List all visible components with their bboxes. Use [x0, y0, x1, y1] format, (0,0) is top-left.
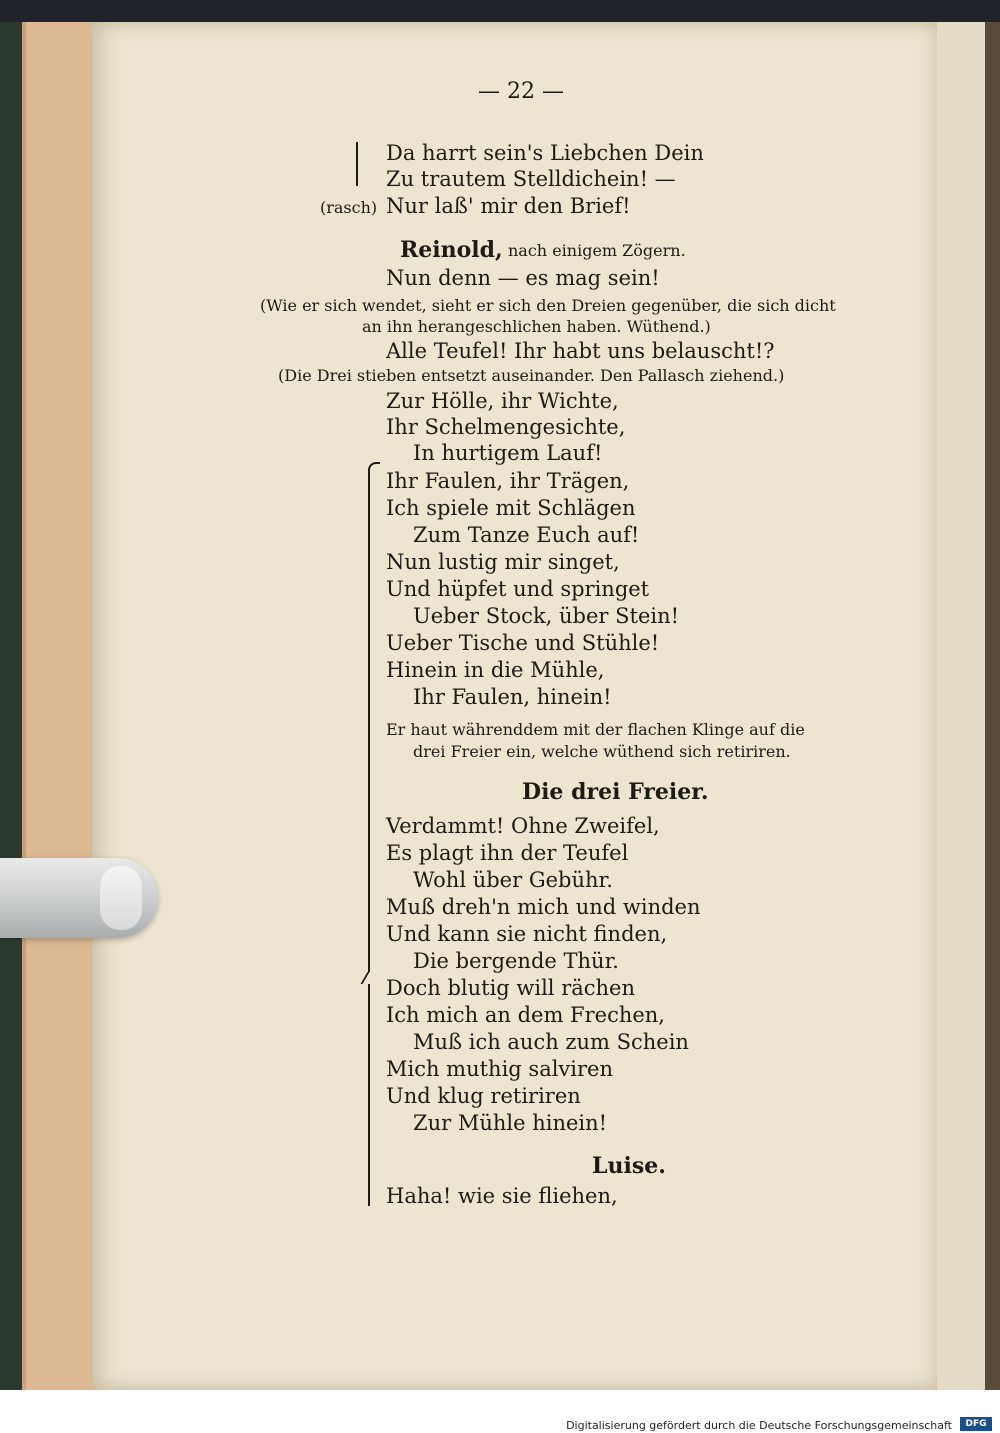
- verse-line: Da harrt sein's Liebchen Dein: [386, 141, 704, 165]
- speaker-reinold: Reinold,: [400, 237, 503, 263]
- verse-line: Mich muthig salviren: [386, 1057, 614, 1081]
- margin-note-rasch: (rasch): [320, 198, 378, 217]
- stage-direction: an ihn herangeschlichen haben. Wüthend.): [362, 317, 711, 336]
- book-cover-edge: [22, 22, 26, 1390]
- verse-line: Nur laß' mir den Brief!: [386, 194, 631, 218]
- stage-direction: drei Freier ein, welche wüthend sich retiriren.: [413, 742, 791, 761]
- verse-line: Ueber Stock, über Stein!: [413, 604, 680, 628]
- digitization-credit: Digitalisierung gefördert durch die Deutsche Forschungsgemeinschaft: [566, 1419, 952, 1432]
- scanner-background: [0, 0, 1000, 22]
- page-stack-edge: [935, 22, 987, 1390]
- verse-line: Ihr Faulen, hinein!: [413, 685, 612, 709]
- verse-line: Verdammt! Ohne Zweifel,: [386, 814, 660, 838]
- stage-direction: (Wie er sich wendet, sieht er sich den Dreien gegenüber, die sich dicht: [260, 296, 836, 315]
- verse-line: Ich mich an dem Frechen,: [386, 1003, 665, 1027]
- verse-line: Nun denn — es mag sein!: [386, 266, 660, 290]
- page-clip-hole: [100, 866, 142, 930]
- brace-1: [356, 142, 358, 186]
- verse-line: Zur Hölle, ihr Wichte,: [386, 389, 619, 413]
- verse-line: Muß dreh'n mich und winden: [386, 895, 701, 919]
- verse-line: Zum Tanze Euch auf!: [413, 523, 640, 547]
- verse-line: Nun lustig mir singet,: [386, 550, 620, 574]
- verse-line: Doch blutig will rächen: [386, 976, 635, 1000]
- verse-line: Zur Mühle hinein!: [413, 1111, 608, 1135]
- page-number: — 22 —: [478, 79, 564, 104]
- verse-line: Wohl über Gebühr.: [413, 868, 613, 892]
- verse-line: Ueber Tische und Stühle!: [386, 631, 660, 655]
- verse-line: Ihr Schelmengesichte,: [386, 415, 626, 439]
- long-brace-lower: [368, 984, 370, 1206]
- dfg-logo: DFG: [960, 1417, 992, 1431]
- verse-line: Alle Teufel! Ihr habt uns belauscht!?: [386, 339, 775, 363]
- verse-line: Ihr Faulen, ihr Trägen,: [386, 469, 630, 493]
- speaker-luise: Luise.: [592, 1153, 666, 1179]
- verse-line: Ich spiele mit Schlägen: [386, 496, 636, 520]
- book-cover-board: [22, 22, 102, 1390]
- verse-line: Muß ich auch zum Schein: [413, 1030, 689, 1054]
- long-brace-upper: [368, 474, 370, 972]
- stage-direction: Er haut währenddem mit der flachen Klinge auf die: [386, 720, 805, 739]
- book-spine-shadow: [985, 22, 1000, 1390]
- verse-line: Haha! wie sie fliehen,: [386, 1184, 618, 1208]
- verse-line: Und kann sie nicht finden,: [386, 922, 668, 946]
- verse-line: Die bergende Thür.: [413, 949, 619, 973]
- speaker-die-drei-freier: Die drei Freier.: [522, 779, 709, 805]
- stage-direction-zoegern: nach einigem Zögern.: [508, 241, 686, 260]
- verse-line: Und hüpfet und springet: [386, 577, 650, 601]
- verse-line: Es plagt ihn der Teufel: [386, 841, 629, 865]
- verse-line: In hurtigem Lauf!: [413, 441, 603, 465]
- verse-line: Hinein in die Mühle,: [386, 658, 605, 682]
- verse-line: Und klug retiriren: [386, 1084, 581, 1108]
- verse-line: Zu trautem Stelldichein! —: [386, 167, 676, 191]
- stage-direction: (Die Drei stieben entsetzt auseinander. Den Pallasch ziehend.): [278, 366, 785, 385]
